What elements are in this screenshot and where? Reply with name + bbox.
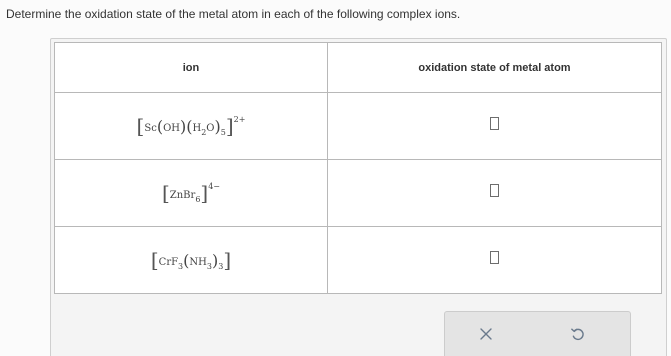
answer-toolbar bbox=[444, 311, 631, 356]
header-oxidation-state: oxidation state of metal atom bbox=[328, 43, 662, 93]
table-row bbox=[55, 93, 662, 160]
oxidation-state-input-3[interactable] bbox=[490, 251, 499, 264]
header-ion: ion bbox=[55, 43, 328, 93]
table-row bbox=[55, 227, 662, 294]
question-text: Determine the oxidation state of the metal atom in each of the following complex ions. bbox=[6, 7, 461, 21]
x-icon bbox=[479, 327, 493, 341]
ion-cell bbox=[55, 227, 328, 294]
answer-cell bbox=[328, 93, 662, 160]
oxidation-state-input-1[interactable] bbox=[490, 117, 499, 130]
table-header-row bbox=[55, 43, 662, 93]
undo-icon bbox=[570, 326, 586, 342]
answer-panel bbox=[50, 38, 667, 356]
ion-cell bbox=[55, 160, 328, 227]
oxidation-state-input-2[interactable] bbox=[490, 184, 499, 197]
ion-formula-sc: $[Sc(OH)(H_2O)_5]^{2+}$ bbox=[136, 114, 246, 138]
ion-formula-zn: [ZnBr$_6$]$^{4-}$ bbox=[161, 181, 221, 205]
ion-cell bbox=[55, 93, 328, 160]
answer-cell bbox=[328, 160, 662, 227]
ion-table bbox=[54, 42, 662, 294]
undo-button[interactable] bbox=[562, 318, 594, 350]
ion-formula-cr: $[CrF_3(NH_3)_3]$ bbox=[150, 248, 232, 272]
answer-cell bbox=[328, 227, 662, 294]
table-row bbox=[55, 160, 662, 227]
clear-button[interactable] bbox=[470, 318, 502, 350]
